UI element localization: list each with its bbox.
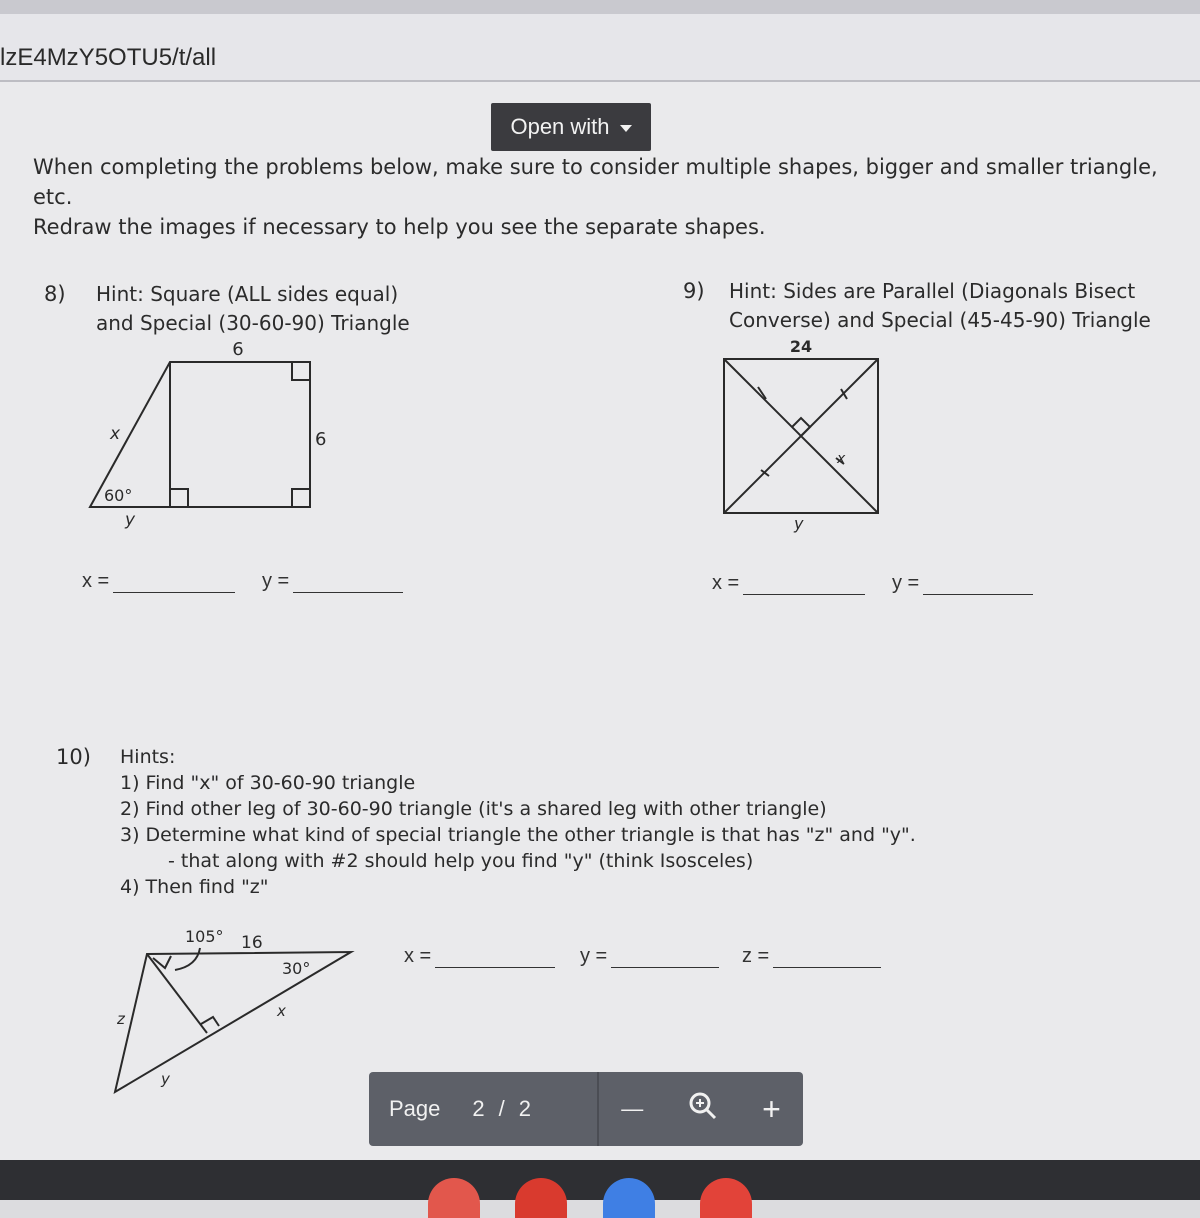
q10-label-x: x <box>277 1002 286 1020</box>
q10-label-z: z <box>117 1010 125 1028</box>
q10-label-y: y <box>161 1070 170 1088</box>
q8-figure <box>80 335 340 530</box>
page-navigation-toolbar <box>369 1072 803 1146</box>
q8-answer-y-label: y = <box>262 570 290 592</box>
q10-answer-x-blank[interactable] <box>435 949 555 968</box>
q10-label-30: 30° <box>282 959 311 978</box>
q10-answer-x-label: x = <box>404 945 432 967</box>
q10-figure <box>105 920 365 1100</box>
taskbar <box>0 1160 1200 1200</box>
address-bar[interactable] <box>0 14 1200 82</box>
magnifier-icon <box>688 1091 718 1121</box>
q8-label-x: x <box>110 424 121 444</box>
q9-figure <box>715 335 890 535</box>
open-with-button[interactable] <box>491 103 651 151</box>
instructions <box>33 152 1183 242</box>
page-indicator <box>369 1072 599 1146</box>
q9-hint <box>729 277 1151 335</box>
page-separator: / <box>498 1096 505 1121</box>
q9-answer-x[interactable] <box>712 572 865 595</box>
q10-altitude <box>147 954 207 1033</box>
q10-hints <box>120 744 916 900</box>
page-label: Page <box>389 1096 441 1121</box>
q8-label-right: 6 <box>315 429 327 450</box>
zoom-in-button[interactable]: + <box>762 1090 781 1127</box>
q10-hint-4: - that along with #2 should help you find "y" (think Isosceles) <box>168 850 754 872</box>
browser-top-strip <box>0 0 1200 14</box>
q8-label-angle: 60° <box>104 486 133 505</box>
chevron-down-icon <box>620 125 632 132</box>
page-current[interactable]: 2 <box>472 1096 485 1121</box>
q8-hint-line-1: Hint: Square (ALL sides equal) <box>96 282 399 306</box>
q9-answer-y-label: y = <box>892 572 920 594</box>
q8-number: 8) <box>44 282 66 306</box>
q10-number: 10) <box>56 745 91 769</box>
q8-answer-y[interactable] <box>262 570 403 593</box>
instructions-line-1: When completing the problems below, make sure to consider multiple shapes, bigger and smaller triangle, etc. <box>33 155 1158 209</box>
q10-answer-y-label: y = <box>580 945 608 967</box>
q10-hint-1: 1) Find "x" of 30-60-90 triangle <box>120 772 416 794</box>
q9-label-top: 24 <box>789 337 813 356</box>
q10-label-105: 105° <box>185 927 224 946</box>
q10-right-angle-mark <box>201 1017 219 1026</box>
page-total: 2 <box>518 1096 532 1121</box>
q9-hint-line-2: Converse) and Special (45-45-90) Triangle <box>729 308 1151 332</box>
q10-hint-3: 3) Determine what kind of special triangle the other triangle is that has "z" and "y". <box>120 824 916 846</box>
q9-hint-line-1: Hint: Sides are Parallel (Diagonals Bisect <box>729 279 1136 303</box>
q9-answer-y[interactable] <box>892 572 1033 595</box>
q9-answer-x-label: x = <box>712 572 740 594</box>
q8-answer-x-label: x = <box>82 570 110 592</box>
q10-answer-z-blank[interactable] <box>773 949 881 968</box>
q10-label-16: 16 <box>241 933 263 953</box>
q8-answer-y-blank[interactable] <box>293 574 403 593</box>
q8-answer-x-blank[interactable] <box>113 574 235 593</box>
q10-outline <box>115 952 351 1092</box>
q8-answer-x[interactable] <box>82 570 235 593</box>
q9-label-y: y <box>794 514 804 533</box>
q10-answer-z[interactable] <box>742 945 881 968</box>
q10-angle-arc <box>175 948 200 970</box>
q10-hint-5: 4) Then find "z" <box>120 876 269 898</box>
q9-number: 9) <box>683 279 705 303</box>
q8-hint <box>96 280 410 338</box>
q9-right-angle-mark <box>792 418 810 436</box>
q9-label-x: x <box>837 451 846 467</box>
q10-answer-x[interactable] <box>404 945 555 968</box>
open-with-label: Open with <box>510 114 610 139</box>
q8-label-y: y <box>125 510 136 530</box>
q10-answer-z-label: z = <box>742 945 770 967</box>
url-text[interactable]: lzE4MzY5OTU5/t/all <box>0 44 217 71</box>
instructions-line-2: Redraw the images if necessary to help you see the separate shapes. <box>33 215 766 239</box>
zoom-out-button[interactable]: — <box>621 1096 644 1121</box>
zoom-icon[interactable] <box>688 1091 718 1127</box>
zoom-controls <box>599 1072 803 1146</box>
q8-hint-line-2: and Special (30-60-90) Triangle <box>96 311 410 335</box>
q10-answer-y[interactable] <box>580 945 719 968</box>
q10-answer-y-blank[interactable] <box>611 949 719 968</box>
q10-hint-0: Hints: <box>120 746 176 768</box>
q9-answer-y-blank[interactable] <box>923 576 1033 595</box>
q10-hint-2: 2) Find other leg of 30-60-90 triangle (it's a shared leg with other triangle) <box>120 798 827 820</box>
q8-label-top: 6 <box>232 339 244 360</box>
q9-answer-x-blank[interactable] <box>743 576 865 595</box>
